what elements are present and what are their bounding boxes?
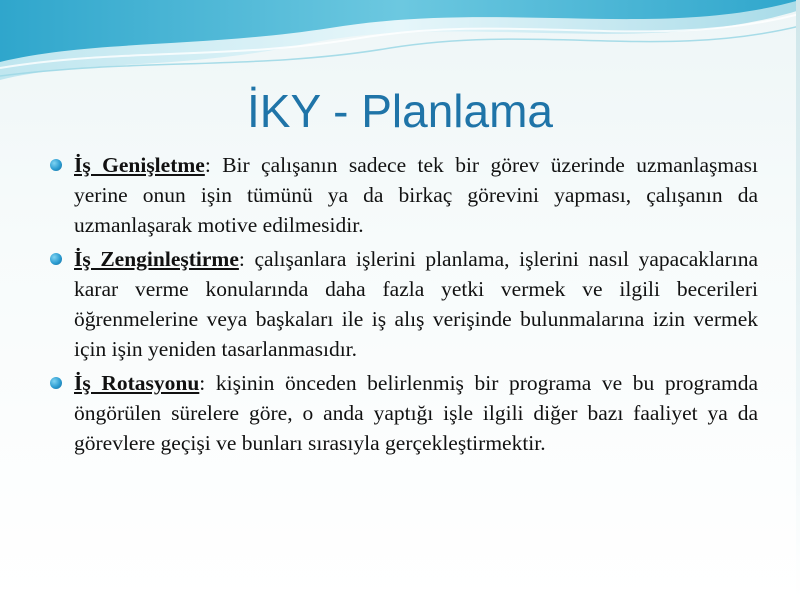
bullet-circle-icon (50, 253, 62, 265)
bullet-term: İş Zenginleştirme (74, 247, 239, 271)
bullet-text: : Bir çalışanın sadece tek bir görev üzerinde uzmanlaşması yerine onun işin tümünü ya da birkaç görevini yapması, çalışanın da uzmanlaşarak motive edilmesidir. (74, 153, 759, 237)
bullet-text: : kişinin önceden belirlenmiş bir programa ve bu programda öngörülen sürelere göre, o anda yaptığı işle ilgili diğer bazı faaliyet ya da görevlere geçişi ve bunları sırasıyla gerçekleştirmektir. (74, 371, 758, 455)
bullet-term: İş Rotasyonu (74, 371, 200, 395)
bullet-circle-icon (50, 159, 62, 171)
side-shade-decoration (796, 0, 800, 600)
bullet-circle-icon (50, 377, 62, 389)
bullet-item-is-zenginlestirme (48, 244, 758, 364)
bullet-list (48, 150, 758, 462)
slide-title: İKY - Planlama (247, 85, 553, 137)
bullet-item-is-genisletme (48, 150, 758, 240)
bullet-text: : çalışanlara işlerini planlama, işlerini nasıl yapacaklarına karar verme konularında daha fazla yetki vermek ve ilgili becerileri öğrenmelerine veya başkaları ile iş alış verişinde bulunmalarına izin vermek için işin yeniden tasarlanmasıdır. (74, 247, 758, 361)
bullet-item-is-rotasyonu (48, 368, 758, 458)
header-wave-decoration (0, 0, 800, 90)
bullet-term: İş Genişletme (74, 153, 205, 177)
